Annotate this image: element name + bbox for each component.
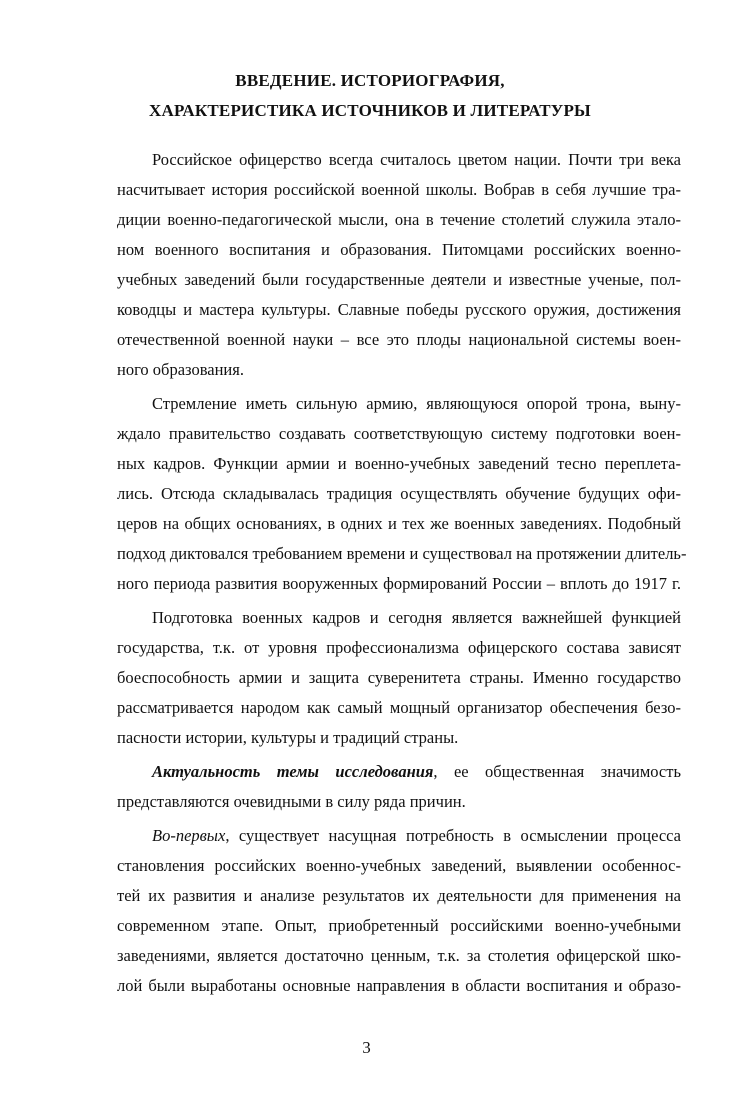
text-line: государства, т.к. от уровня профессионализма офицерского состава зависят	[117, 638, 681, 657]
text-line: Подготовка военных кадров и сегодня является важнейшей функцией	[152, 608, 681, 627]
text-line: представляются очевидными в силу ряда причин.	[117, 792, 466, 811]
text-line: ждало правительство создавать соответствующую систему подготовки воен-	[117, 424, 681, 443]
text-line: диции военно-педагогической мысли, она в течение столетий служила этало-	[117, 210, 681, 229]
text-line: ного образования.	[117, 360, 244, 379]
text-line: подход диктовался требованием времени и существовал на протяжении длитель-	[117, 544, 687, 563]
emphasis-italic: Во-первых	[152, 826, 226, 845]
text-line: ководцы и мастера культуры. Славные победы русского оружия, достижения	[117, 300, 681, 319]
text-line: заведениями, является достаточно ценным, т.к. за столетия офицерской шко-	[117, 946, 681, 965]
text-span: , ее общественная значимость	[433, 762, 681, 781]
text-line: лись. Отсюда складывалась традиция осуществлять обучение будущих офи-	[117, 484, 681, 503]
text-line: ных кадров. Функции армии и военно-учебных заведений тесно переплета-	[117, 454, 681, 473]
text-line: церов на общих основаниях, в одних и тех же военных заведениях. Подобный	[117, 514, 681, 533]
text-span: , существует насущная потребность в осмыслении процесса	[225, 826, 681, 845]
text-line: современном этапе. Опыт, приобретенный российскими военно-учебными	[117, 916, 681, 935]
text-line: учебных заведений были государственные деятели и известные ученые, пол-	[117, 270, 681, 289]
text-line: Российское офицерство всегда считалось цветом нации. Почти три века	[152, 150, 681, 169]
page-number: 3	[362, 1038, 371, 1057]
text-line	[152, 826, 681, 846]
text-line: боеспособность армии и защита суверенитета страны. Именно государство	[117, 668, 681, 687]
text-line: лой были выработаны основные направления в области воспитания и образо-	[117, 976, 681, 995]
chapter-title-line-1: ВВЕДЕНИЕ. ИСТОРИОГРАФИЯ,	[235, 71, 505, 90]
text-line: становления российских военно-учебных заведений, выявлении особеннос-	[117, 856, 681, 875]
text-line: рассматривается народом как самый мощный организатор обеспечения безо-	[117, 698, 681, 717]
text-line: тей их развития и анализе результатов их деятельности для применения на	[117, 886, 681, 905]
text-line: отечественной военной науки – все это плоды национальной системы воен-	[117, 330, 681, 349]
chapter-title-line-2: ХАРАКТЕРИСТИКА ИСТОЧНИКОВ И ЛИТЕРАТУРЫ	[149, 101, 591, 120]
text-line: ного периода развития вооруженных формирований России – вплоть до 1917 г.	[117, 574, 681, 593]
text-line	[152, 762, 681, 782]
text-line: пасности истории, культуры и традиций страны.	[117, 728, 459, 747]
text-line: насчитывает история российской военной школы. Вобрав в себя лучшие тра-	[117, 180, 681, 199]
text-line: Стремление иметь сильную армию, являющуюся опорой трона, выну-	[152, 394, 681, 413]
chapter-title	[120, 66, 620, 126]
emphasis-bold: Актуальность темы исследования	[152, 762, 434, 781]
text-line: ном военного воспитания и образования. Питомцами российских военно-	[117, 240, 681, 259]
